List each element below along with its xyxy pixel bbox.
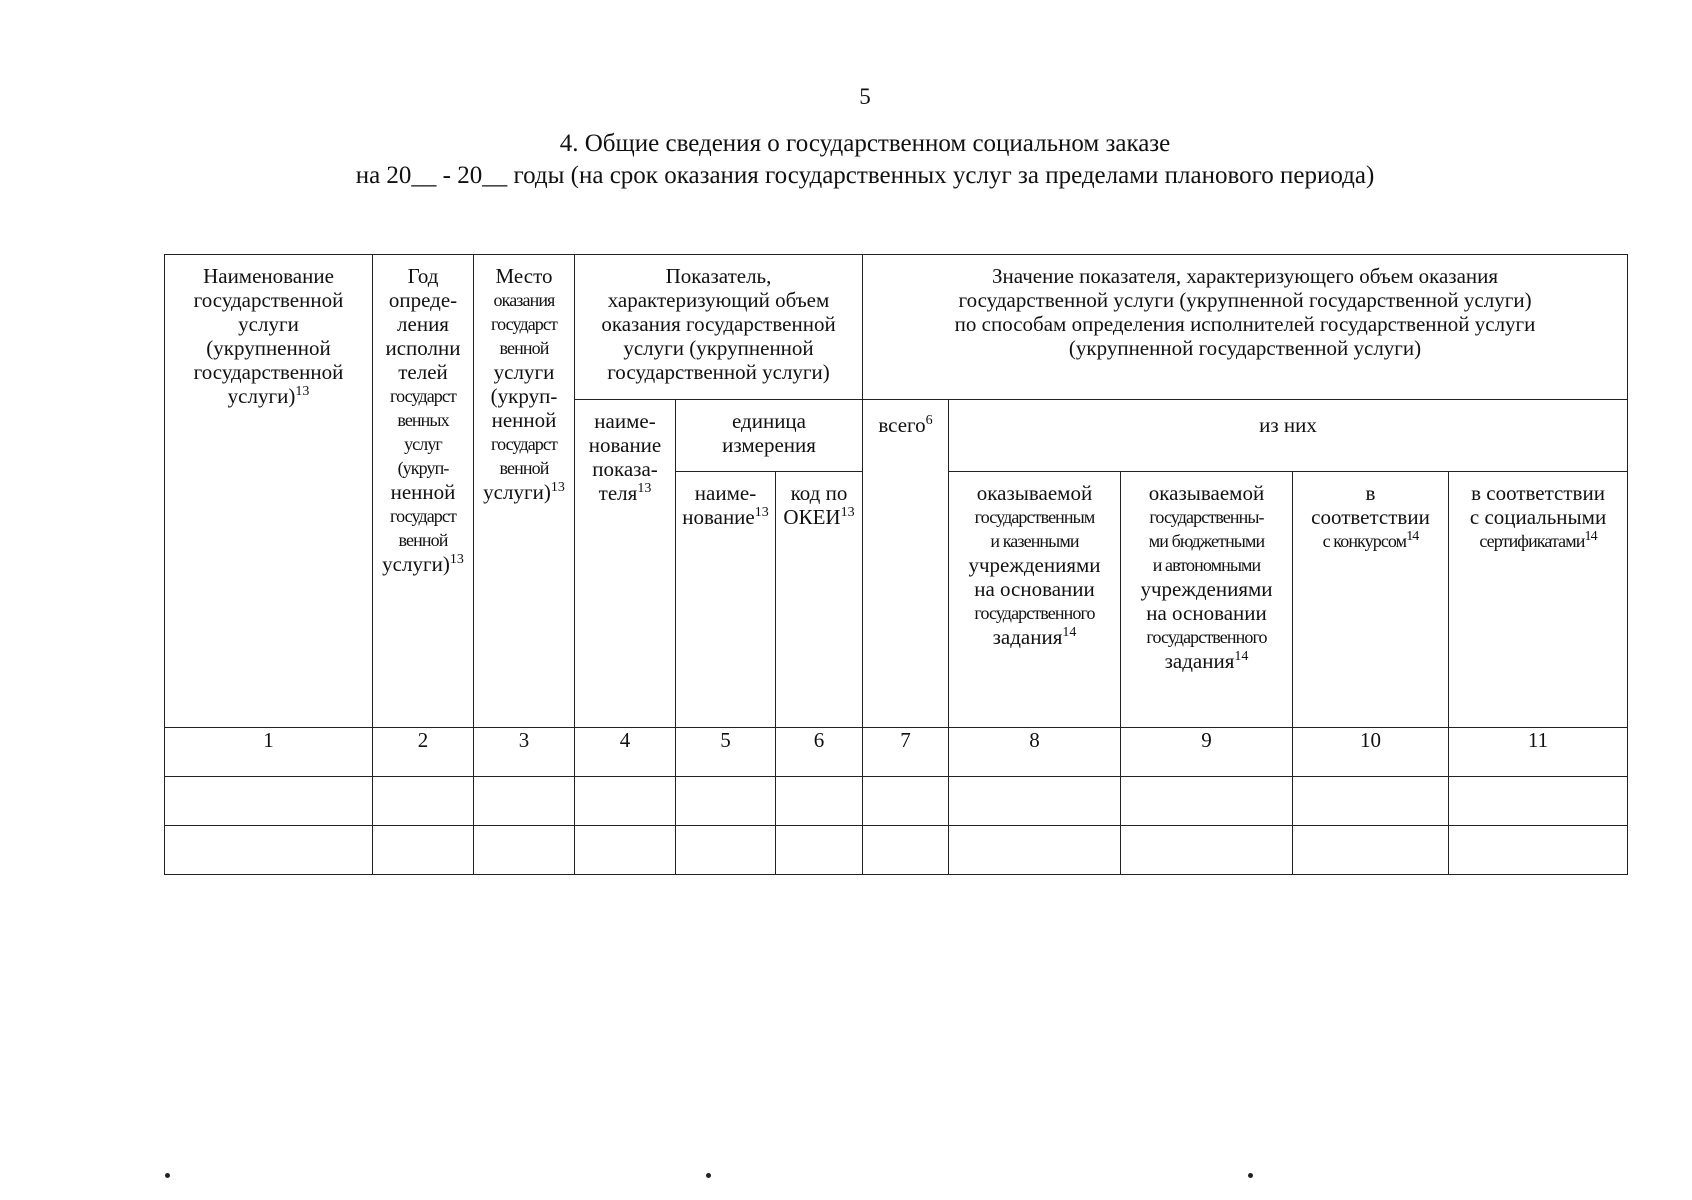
header-line: (укруп- bbox=[397, 458, 449, 478]
header-line: соответствии bbox=[1311, 505, 1430, 529]
header-unit-code-text bbox=[776, 472, 862, 529]
column-number-row bbox=[165, 728, 1628, 777]
header-line: телей bbox=[398, 360, 448, 384]
header-line: государственны- bbox=[1149, 507, 1264, 527]
header-line: задания$^{14}$ bbox=[1164, 649, 1249, 673]
header-value-group-text bbox=[863, 255, 1627, 360]
header-line: учреждениями bbox=[1140, 577, 1273, 601]
header-budget-autonomous bbox=[1121, 472, 1293, 728]
header-indicator-group-text bbox=[575, 255, 862, 384]
footnote-marker: 13 bbox=[550, 480, 565, 495]
header-line: в соответствии bbox=[1471, 481, 1605, 505]
header-of-which-text: из них bbox=[1259, 413, 1317, 437]
column-number-cell: 2 bbox=[373, 728, 474, 777]
header-line: Показатель, bbox=[665, 264, 772, 288]
header-line: венной bbox=[398, 530, 448, 550]
table-cell[interactable] bbox=[474, 777, 575, 826]
footnote-marker: 13 bbox=[637, 481, 652, 496]
table-cell[interactable] bbox=[676, 826, 776, 875]
header-line: венной bbox=[499, 338, 549, 358]
header-service-name-text bbox=[165, 255, 372, 408]
header-line: государственной bbox=[193, 360, 344, 384]
header-indicator-name-text bbox=[575, 400, 675, 505]
table-cell[interactable] bbox=[1449, 826, 1628, 875]
table-cell[interactable] bbox=[949, 826, 1121, 875]
header-line: на основании bbox=[974, 577, 1095, 601]
header-line: опреде- bbox=[388, 288, 458, 312]
table-cell[interactable] bbox=[676, 777, 776, 826]
header-line: показа- bbox=[592, 457, 658, 481]
header-line: сертификатами$^{14}$ bbox=[1479, 529, 1597, 551]
column-number-cell: 8 bbox=[949, 728, 1121, 777]
scan-mark bbox=[165, 1173, 170, 1178]
table-row bbox=[165, 777, 1628, 826]
header-year bbox=[373, 255, 474, 728]
table-cell[interactable] bbox=[373, 777, 474, 826]
header-total bbox=[863, 400, 949, 728]
title-line-2: на 20__ - 20__ годы (на срок оказания государственных услуг за пределами планового периода) bbox=[355, 162, 1375, 189]
column-number-cell: 1 bbox=[165, 728, 373, 777]
header-line: услуги bbox=[238, 312, 299, 336]
header-line: услуги)$^{13}$ bbox=[382, 552, 464, 576]
header-line: оказания bbox=[493, 290, 555, 310]
header-line: единица bbox=[731, 409, 806, 433]
header-line: задания$^{14}$ bbox=[992, 625, 1077, 649]
footnote-marker: 14 bbox=[1234, 649, 1249, 664]
header-line: исполни bbox=[385, 336, 461, 360]
header-unit-code bbox=[776, 472, 863, 728]
footnote-marker: 13 bbox=[295, 384, 310, 399]
header-line: услуги bbox=[493, 360, 555, 384]
column-number-cell: 9 bbox=[1121, 728, 1293, 777]
table-cell[interactable] bbox=[373, 826, 474, 875]
table-cell[interactable] bbox=[165, 777, 373, 826]
header-budget-autonomous-text bbox=[1121, 472, 1292, 673]
table-cell[interactable] bbox=[575, 826, 676, 875]
table-cell[interactable] bbox=[165, 826, 373, 875]
table-cell[interactable] bbox=[1449, 777, 1628, 826]
header-line: на основании bbox=[1146, 601, 1267, 625]
header-total-text: всего$^6$ bbox=[878, 413, 933, 437]
header-line: (укруп- bbox=[490, 384, 558, 408]
table-cell[interactable] bbox=[949, 777, 1121, 826]
header-line: и казенными bbox=[990, 531, 1079, 551]
table-body bbox=[165, 777, 1628, 875]
header-indicator-group bbox=[575, 255, 863, 400]
footnote-marker: 14 bbox=[1406, 529, 1419, 544]
header-line: ненной bbox=[390, 480, 456, 504]
table-cell[interactable] bbox=[776, 777, 863, 826]
table-row bbox=[165, 826, 1628, 875]
header-line: Место bbox=[495, 264, 553, 288]
header-certificates bbox=[1449, 472, 1628, 728]
header-line: услуги)$^{13}$ bbox=[483, 480, 565, 504]
table-cell[interactable] bbox=[776, 826, 863, 875]
header-line: (укрупненной государственной услуги) bbox=[1068, 336, 1422, 360]
header-place bbox=[474, 255, 575, 728]
header-line: и автономными bbox=[1152, 555, 1261, 575]
header-line: государст bbox=[491, 434, 557, 454]
header-line: с социальными bbox=[1469, 505, 1607, 529]
header-line: государственной услуги) bbox=[607, 360, 830, 384]
column-number-cell: 7 bbox=[863, 728, 949, 777]
header-competition bbox=[1293, 472, 1449, 728]
header-service-name bbox=[165, 255, 373, 728]
table-cell[interactable] bbox=[575, 777, 676, 826]
header-state-funded-text bbox=[949, 472, 1120, 649]
title-line-1: 4. Общие сведения о государственном социальном заказе bbox=[559, 130, 1171, 157]
header-line: оказания государственной bbox=[601, 312, 836, 336]
scan-mark bbox=[706, 1173, 711, 1178]
scan-mark bbox=[1248, 1173, 1253, 1178]
table-cell[interactable] bbox=[1121, 777, 1293, 826]
footnote-marker: 6 bbox=[925, 413, 933, 428]
header-place-text bbox=[474, 255, 574, 504]
footnote-marker: 13 bbox=[449, 552, 464, 567]
header-value-group bbox=[863, 255, 1628, 400]
header-line: государственного bbox=[974, 603, 1095, 623]
header-line: услуги)$^{13}$ bbox=[227, 384, 310, 408]
header-unit-group bbox=[676, 400, 863, 472]
table-cell[interactable] bbox=[474, 826, 575, 875]
header-line: услуги (укрупненной bbox=[623, 336, 814, 360]
header-line: услуг bbox=[404, 434, 442, 454]
column-number-cell: 10 bbox=[1293, 728, 1449, 777]
table-cell[interactable] bbox=[1293, 777, 1449, 826]
header-indicator-name bbox=[575, 400, 676, 728]
header-state-funded bbox=[949, 472, 1121, 728]
header-line: нование$^{13}$ bbox=[682, 505, 769, 529]
header-line: Наименование bbox=[203, 264, 334, 288]
section-title bbox=[0, 128, 1692, 192]
header-line: государственным bbox=[974, 507, 1095, 527]
footnote-marker: 13 bbox=[840, 505, 855, 520]
header-line: с конкурсом$^{14}$ bbox=[1322, 529, 1419, 551]
header-unit-group-text bbox=[676, 400, 862, 457]
header-line: учреждениями bbox=[968, 553, 1101, 577]
header-year-text bbox=[373, 255, 473, 576]
column-number-cell: 6 bbox=[776, 728, 863, 777]
header-line: государственной bbox=[193, 288, 344, 312]
header-line: венных bbox=[397, 410, 449, 430]
header-line: оказываемой bbox=[976, 481, 1093, 505]
column-number-cell: 3 bbox=[474, 728, 575, 777]
header-line: в bbox=[1365, 481, 1376, 505]
column-number-cell: 4 bbox=[575, 728, 676, 777]
header-line: государст bbox=[390, 386, 456, 406]
footnote-marker: 13 bbox=[754, 505, 769, 520]
header-line: государст bbox=[491, 314, 557, 334]
header-line: наиме- bbox=[594, 409, 656, 433]
header-line: ми бюджетными bbox=[1148, 531, 1265, 551]
header-line: Год bbox=[407, 264, 439, 288]
header-line: наиме- bbox=[694, 481, 757, 505]
header-line: оказываемой bbox=[1148, 481, 1265, 505]
table-cell[interactable] bbox=[863, 826, 949, 875]
header-line: характеризующий объем bbox=[607, 288, 830, 312]
header-line: ОКЕИ$^{13}$ bbox=[783, 505, 855, 529]
header-unit-name-text bbox=[676, 472, 775, 529]
page-number: 5 bbox=[859, 84, 871, 109]
header-certificates-text bbox=[1449, 472, 1627, 553]
header-line: государственного bbox=[1146, 627, 1267, 647]
header-line: Значение показателя, характеризующего объем оказания bbox=[992, 264, 1499, 288]
header-line: государст bbox=[390, 506, 456, 526]
column-number-cell: 11 bbox=[1449, 728, 1628, 777]
header-line: по способам определения исполнителей государственной услуги bbox=[954, 312, 1536, 336]
header-line: теля$^{13}$ bbox=[598, 481, 652, 505]
header-line: венной bbox=[499, 458, 549, 478]
social-order-table bbox=[164, 254, 1628, 875]
header-competition-text bbox=[1293, 472, 1448, 553]
header-line: код по bbox=[790, 481, 848, 505]
table-cell[interactable] bbox=[863, 777, 949, 826]
header-of-which bbox=[949, 400, 1628, 472]
header-unit-name bbox=[676, 472, 776, 728]
table-cell[interactable] bbox=[1121, 826, 1293, 875]
footnote-marker: 14 bbox=[1584, 529, 1597, 544]
column-number-cell: 5 bbox=[676, 728, 776, 777]
header-line: нование bbox=[588, 433, 662, 457]
header-line: ления bbox=[397, 312, 449, 336]
header-line: (укрупненной bbox=[206, 336, 331, 360]
header-line: государственной услуги (укрупненной государственной услуги) bbox=[958, 288, 1532, 312]
header-line: измерения bbox=[722, 433, 816, 457]
table-cell[interactable] bbox=[1293, 826, 1449, 875]
footnote-marker: 14 bbox=[1062, 625, 1077, 640]
header-line: ненной bbox=[491, 408, 557, 432]
